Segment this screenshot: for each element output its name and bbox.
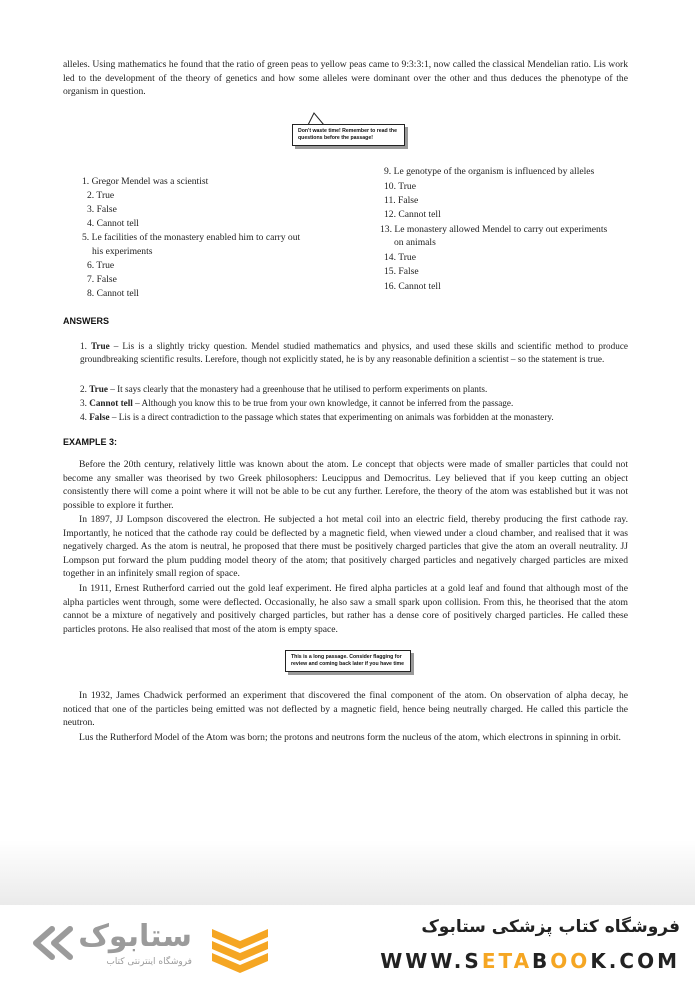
closing-paragraph: Lus the Rutherford Model of the Atom was born; the protons and neutrons form the nucleus of the atom, which electrons in spinning in orbit. [79, 732, 621, 743]
answer-item [80, 383, 628, 396]
logo-text: ستابوک [78, 919, 192, 954]
store-url[interactable] [348, 949, 680, 973]
flag-callout: This is a long passage. Consider flagging for review and coming back later if you have time [285, 650, 411, 672]
answer-verdict: True [90, 341, 110, 351]
example-heading: EXAMPLE 3: [63, 437, 118, 447]
question-item: 1. Gregor Mendel was a scientist [82, 176, 209, 187]
question-option: 4. Cannot tell [87, 218, 139, 229]
book-stack-icon [208, 921, 272, 973]
answer-number: 2. [80, 384, 87, 394]
url-part: K.COM [590, 949, 680, 973]
question-item: 5. Le facilities of the monastery enabled him to carry out [82, 232, 301, 243]
question-option: 14. True [384, 252, 416, 263]
question-option: 16. Cannot tell [384, 281, 441, 292]
example-paragraph: Before the 20th century, relatively little was known about the atom. Le concept that objects were made of smaller particles that could not become any smaller was theorised by two Greek philosophers: Leucippus and Democritus. Ley believed that if you keep cutting an object consistently there will come a point where it will not be able to be cut any further. Lerefore, the theory of the atom was established but it was not possible to explore it further. [63, 459, 628, 511]
question-option: 3. False [87, 204, 117, 215]
answer-number: 4. [80, 412, 87, 422]
intro-paragraph: alleles. Using mathematics he found that the ratio of green peas to yellow peas came to 9:3:3:1, now called the classical Mendelian ratio. Lis work led to the development of the theory of genetics and how some alleles were dominant over the other and thus deduces the phenotype of the organism in question. [63, 59, 628, 98]
logo-subtitle: فروشگاه اینترنتی کتاب [106, 957, 192, 967]
url-part: B [532, 949, 551, 973]
question-option: 8. Cannot tell [87, 288, 139, 299]
tip-callout: Don't waste time! Remember to read the questions before the passage! [292, 124, 405, 146]
store-name: فروشگاه کتاب پزشکی ستابوک [421, 917, 680, 937]
answer-number: 3. [80, 398, 87, 408]
answer-verdict: False [89, 412, 110, 422]
answer-number: 1. [80, 341, 87, 351]
page-bottom-shadow [0, 840, 695, 910]
closing-paragraph: In 1932, James Chadwick performed an experiment that discovered the final component of the atom. On observation of alpha decay, he noticed that one of the particles being emitted was not deflected by a magnetic field, hence being neutrally charged. He called this particle the neutron. [63, 690, 628, 729]
answer-text: – Lis is a direct contradiction to the passage which states that experimenting on animals was forbidden at the monastery. [109, 412, 554, 422]
question-item: 13. Le monastery allowed Mendel to carry out experiments [380, 224, 608, 235]
question-item: 9. Le genotype of the organism is influenced by alleles [384, 166, 595, 177]
answer-item [80, 340, 628, 365]
answer-text: – Lis is a slightly tricky question. Mendel studied mathematics and physics, and used these skills and scientific method to produce groundbreaking scientific results. Lerefore, though not explicitly stated, he is by any reasonable definition a scientist – so the statement is true. [80, 341, 628, 364]
url-part: WWW.S [380, 949, 482, 973]
question-option: 6. True [87, 260, 115, 271]
answer-text: – Although you know this to be true from your own knowledge, it cannot be inferred from the passage. [132, 398, 514, 408]
url-part-accent: ETA [481, 949, 533, 973]
answers-heading: ANSWERS [63, 316, 110, 326]
answer-item [80, 397, 628, 410]
question-option: 11. False [384, 195, 419, 206]
question-option: 10. True [384, 181, 416, 192]
answer-verdict: True [89, 384, 108, 394]
answer-item [80, 411, 628, 424]
url-part-accent: OO [550, 949, 591, 973]
question-option: 2. True [87, 190, 115, 201]
question-option: 15. False [384, 266, 419, 277]
question-option: 12. Cannot tell [384, 209, 441, 220]
question-option: 7. False [87, 274, 117, 285]
question-item-cont: his experiments [92, 246, 153, 257]
answer-text: – It says clearly that the monastery had a greenhouse that he utilised to perform experiments on plants. [107, 384, 488, 394]
store-logo [30, 917, 280, 975]
store-footer [0, 905, 695, 982]
example-paragraph: In 1911, Ernest Rutherford carried out the gold leaf experiment. He fired alpha particles at a gold leaf and found that although most of the alpha particles went through, some were deflected. Occasionally, he also saw a small spark upon collision. From this, he theorised that the atom cannot be a mixture of negatively and positively charged particles, but rather has a dense core of positively charged particles. He called these particles protons. He also realised that most of the atom is empty space. [63, 583, 628, 635]
answer-verdict: Cannot tell [89, 398, 133, 408]
example-paragraph: In 1897, JJ Lompson discovered the electron. He subjected a hot metal coil into an electric field, thereby producing the first cathode ray. Importantly, he noticed that the cathode ray could be deflected by a magnetic field, when viewed under a cloud chamber, and realised that it was negatively charged. As the atom is neutral, he proposed that there must be positively charged particles that give the atom an overall neutrality. JJ Lompson put forward the plum pudding model theory of the atom; that positively charged particles and negatively charged particles are mixed together in an infinitely small region of space. [63, 514, 628, 580]
question-item-cont: on animals [394, 237, 436, 248]
